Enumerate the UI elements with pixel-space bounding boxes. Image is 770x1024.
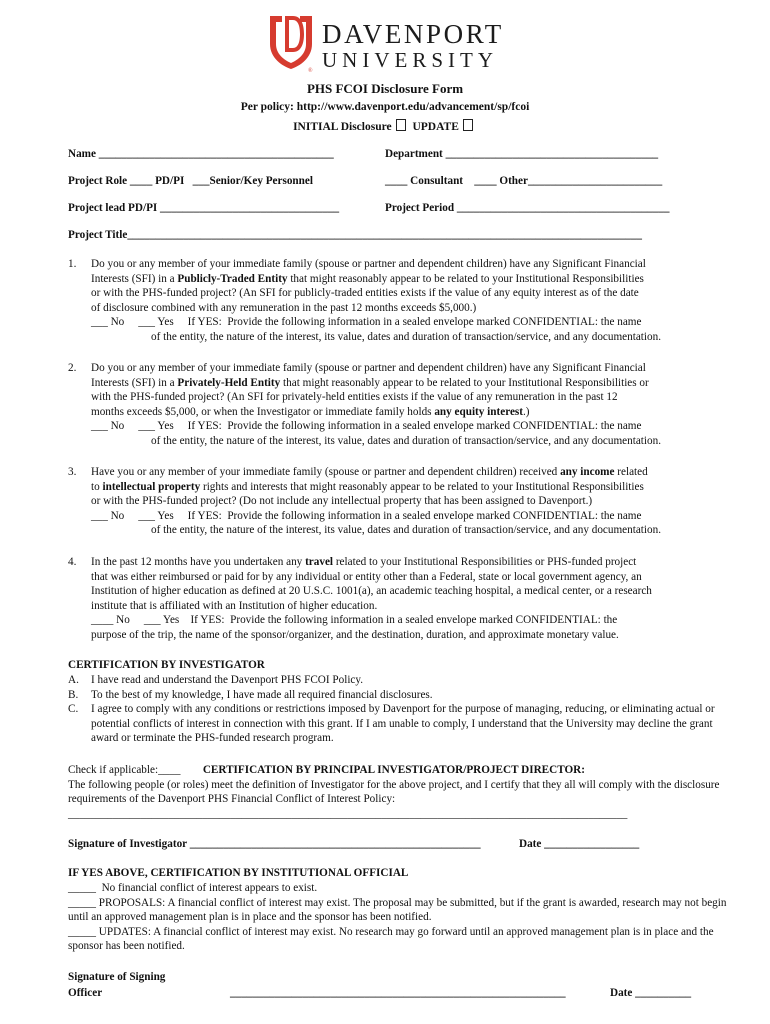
project-role-field[interactable]: Project Role ____ PD/PI ___Senior/Key Personnel <box>68 175 313 187</box>
question-line: Have you or any member of your immediate family (spouse or partner and dependent children) received any income related <box>91 466 648 478</box>
investigator-signature-line[interactable]: Signature of Investigator ____________________________________________________ <box>68 838 481 850</box>
question-line: Interests (SFI) in a Privately-Held Entity that might reasonably appear to be related to your Institutional Responsibilities or <box>91 376 649 389</box>
investigator-date-line[interactable]: Date _________________ <box>519 838 640 850</box>
initial-checkbox[interactable] <box>396 119 406 131</box>
question-line: of the entity, the nature of the interest, its value, dates and duration of transaction/service, and any documentation. <box>151 524 662 537</box>
certification-heading: CERTIFICATION BY INVESTIGATOR <box>68 659 265 671</box>
question-line: with the PHS-funded project? (An SFI for privately-held entities exists if the value of any remuneration in the past 12 <box>91 391 618 404</box>
certification-item: C. I agree to comply with any conditions or restrictions imposed by Davenport for the purpose of managing, reducing, or eliminating actual or potential conflicts of interest in connection with this grant. If I am unable to comply, I understand that the University may decline the grant award or terminate the PHS-funded research program. <box>68 703 715 745</box>
question-2 <box>68 361 748 449</box>
update-label: UPDATE <box>412 121 459 133</box>
question-line: or with the PHS-funded project? (Do not include any intellectual property that has been assigned to Davenport.) <box>91 495 593 508</box>
question-line: In the past 12 months have you undertaken any travel related to your Institutional Responsibilities or PHS-funded project <box>91 556 637 568</box>
answer-line[interactable]: ____ No ___ Yes If YES: Provide the following information in a sealed envelope marked CONFIDENTIAL: the <box>91 614 618 627</box>
disclosure-type <box>0 119 770 135</box>
university-logo <box>262 14 522 72</box>
question-line: months exceeds $5,000, or when the Investigator or immediate family holds any equity interest.) <box>91 405 530 418</box>
pi-cert-heading: CERTIFICATION BY PRINCIPAL INVESTIGATOR/PROJECT DIRECTOR: <box>202 764 585 776</box>
officer-date-line[interactable]: Date __________ <box>610 987 692 999</box>
question-line: purpose of the trip, the name of the sponsor/organizer, and the destination, duration, and approximate monetary value. <box>91 628 619 641</box>
question-number: 1. <box>68 258 77 270</box>
signing-officer-label-2: Officer <box>68 987 103 999</box>
department-field[interactable]: Department ______________________________________ <box>385 148 659 160</box>
answer-line[interactable]: ___ No ___ Yes If YES: Provide the following information in a sealed envelope marked CONFIDENTIAL: the name <box>91 420 642 433</box>
question-line: Interests (SFI) in a Publicly-Traded Entity that might reasonably appear to be related to your Institutional Responsibilities <box>91 272 644 285</box>
update-checkbox[interactable] <box>463 119 473 131</box>
pi-certification <box>68 763 728 821</box>
signing-officer-label: Signature of Signing <box>68 971 166 983</box>
question-line: of disclosure combined with any remuneration in the past 12 months exceeds $5,000.) <box>91 301 477 314</box>
question-line: that was either reimbursed or paid for by any individual or entity other than a Federal, state or local government agency, an <box>91 570 642 583</box>
form-title: PHS FCOI Disclosure Form <box>306 81 464 96</box>
official-heading: IF YES ABOVE, CERTIFICATION BY INSTITUTIONAL OFFICIAL <box>68 867 409 879</box>
investigators-blank[interactable]: ____________________________________________________________________________________________________ <box>68 807 628 820</box>
certification-item: B. To the best of my knowledge, I have made all required financial disclosures. <box>68 688 433 701</box>
option-updates[interactable]: _____ UPDATES: A financial conflict of interest may exist. No research may go forward until an approved management plan is in place and the sponsor has been notified. <box>68 925 714 953</box>
question-number: 3. <box>68 466 77 478</box>
question-line: institute that is affiliated with an Institution of higher education. <box>91 599 378 612</box>
question-line: Do you or any member of your immediate family (spouse or partner and dependent children) have any Significant Financial <box>91 362 646 374</box>
question-1 <box>68 257 748 345</box>
name-field[interactable]: Name __________________________________________ <box>68 148 334 160</box>
question-number: 2. <box>68 362 77 374</box>
project-title-field[interactable]: Project Title____________________________________________________________________________________________ <box>68 229 642 241</box>
question-4 <box>68 555 748 643</box>
project-lead-field[interactable]: Project lead PD/PI ________________________________ <box>68 202 340 214</box>
question-line: Institution of higher education as defined at 20 U.S.C. 1001(a), an academic teaching hospital, a medical center, or a research <box>91 585 652 598</box>
question-line: of the entity, the nature of the interest, its value, dates and duration of transaction/service, and any documentation. <box>151 330 662 343</box>
policy-link[interactable]: Per policy: http://www.davenport.edu/advancement/sp/fcoi <box>240 101 530 113</box>
question-line: to intellectual property rights and interests that might reasonably appear to be related to your Institutional Responsibilities <box>91 480 644 493</box>
certification-item: A. I have read and understand the Davenport PHS FCOI Policy. <box>68 674 364 686</box>
question-line: of the entity, the nature of the interest, its value, dates and duration of transaction/service, and any documentation. <box>151 434 662 447</box>
option-no-conflict[interactable]: _____ No financial conflict of interest appears to exist. <box>68 882 318 894</box>
answer-line[interactable]: ___ No ___ Yes If YES: Provide the following information in a sealed envelope marked CONFIDENTIAL: the name <box>91 509 642 522</box>
officer-signature-line[interactable]: ____________________________________________________________ <box>230 987 566 999</box>
certification-list <box>68 673 728 746</box>
brand-subtitle: UNIVERSITY <box>322 48 498 72</box>
official-options <box>68 881 728 954</box>
consultant-other-field[interactable]: ____ Consultant ____ Other________________________ <box>385 175 663 187</box>
answer-line[interactable]: ___ No ___ Yes If YES: Provide the following information in a sealed envelope marked CONFIDENTIAL: the name <box>91 316 642 329</box>
question-line: Do you or any member of your immediate family (spouse or partner and dependent children) have any Significant Financial <box>91 258 646 270</box>
question-3 <box>68 465 748 538</box>
question-number: 4. <box>68 556 77 568</box>
option-proposals[interactable]: _____ PROPOSALS: A financial conflict of interest may exist. The proposal may be submitted, but if the grant is awarded, research may not begin until an approved management plan is in place and the sponsor has been notified. <box>68 896 727 924</box>
project-period-field[interactable]: Project Period ______________________________________ <box>385 202 670 214</box>
question-line: or with the PHS-funded project? (An SFI for publicly-traded entities exists if the value of any equity interest as of the date <box>91 287 639 300</box>
davenport-shield-icon <box>266 14 316 70</box>
check-if-applicable[interactable]: Check if applicable:____ <box>68 764 181 776</box>
brand-name: DAVENPORT <box>322 19 504 49</box>
pi-cert-text: The following people (or roles) meet the definition of Investigator for the above project, and I certify that they all will comply with the disclosure requirements of the Davenport PHS Financial Conflict of Interest Policy: <box>68 778 720 806</box>
registered-mark: ® <box>308 68 313 74</box>
initial-disclosure-label: INITIAL Disclosure <box>293 121 392 133</box>
